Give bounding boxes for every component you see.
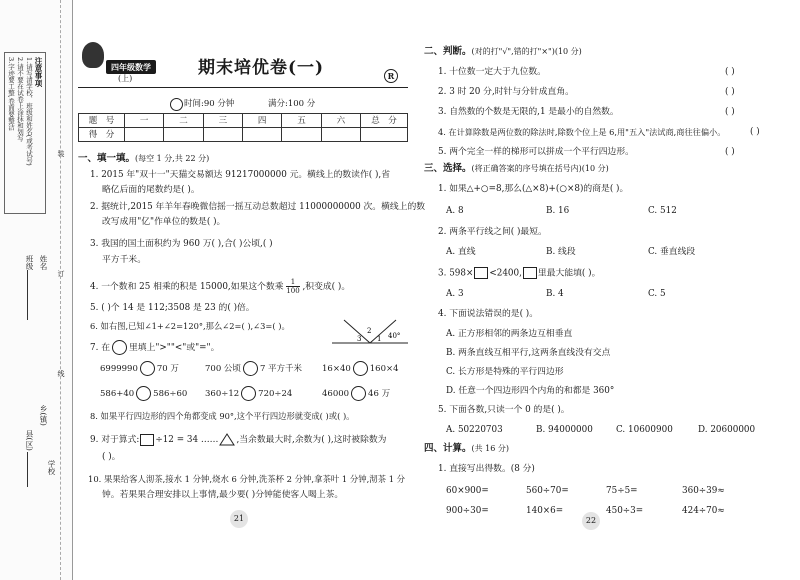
- score-cell-6[interactable]: [321, 128, 360, 142]
- q7-r2-left: [100, 386, 187, 401]
- score-head-5: 五: [282, 114, 321, 128]
- q9-pre: 9. 对于算式:: [90, 435, 140, 445]
- compare-circle-5[interactable]: [241, 386, 256, 401]
- score-head-2: 二: [164, 114, 203, 128]
- q9-post: ,当余数最大时,余数为( ),这时被除数为: [236, 435, 387, 445]
- score-cell-2[interactable]: [164, 128, 203, 142]
- judge-3-answer[interactable]: ( ): [725, 107, 735, 117]
- q9: [90, 433, 386, 446]
- q4-pre: 4. 一个数和 25 相乘的积是 15000,如果这个数乘: [90, 282, 284, 292]
- county-label: 县(区): [25, 430, 34, 451]
- q10-line-b: 钟。若果果合理安排以上事情,最少要( )分钟能使客人喝上茶。: [102, 490, 344, 500]
- page-number-right: 22: [582, 512, 600, 530]
- calc-1-4[interactable]: 360÷39≈: [682, 486, 725, 496]
- score-head-6: 六: [321, 114, 360, 128]
- choice-5: 5. 下面各数,只读一个 0 的是( )。: [438, 405, 570, 415]
- choice-3-post: 里最大能填( )。: [537, 268, 601, 279]
- judge-4-answer[interactable]: ( ): [750, 127, 760, 137]
- choice-4-b[interactable]: B. 两条直线互相平行,这两条直线没有交点: [446, 348, 611, 358]
- notes-label: 注意事项: [34, 57, 43, 87]
- section-2-note: (对的打"√",错的打"×")(10 分): [471, 47, 582, 56]
- q3-line-b: 平方千米。: [102, 255, 146, 265]
- q7-r1-b: 70 万: [156, 364, 179, 374]
- binding-strip: [0, 0, 73, 580]
- q10-line-a: 10. 果果给客人沏茶,接水 1 分钟,烧水 6 分钟,洗茶杯 2 分钟,拿茶叶 1 分钟,沏茶 1 分: [88, 474, 406, 484]
- logo-icon: R: [384, 69, 398, 83]
- left-page: [78, 0, 426, 580]
- choice-4-d[interactable]: D. 任意一个四边形四个内角的和都是 360°: [446, 386, 615, 396]
- school-label: 学校: [47, 460, 56, 475]
- choice-1-c[interactable]: C. 512: [648, 206, 677, 216]
- calc-2-3[interactable]: 450÷3=: [606, 506, 644, 516]
- judge-2-answer[interactable]: ( ): [725, 87, 735, 97]
- full-score: 满分:100 分: [268, 99, 316, 109]
- section-3-title: [424, 163, 609, 175]
- choice-3-pre: 3. 598×: [438, 268, 474, 279]
- q9-mid: ÷12 = 34 ……: [155, 435, 219, 445]
- q1-line-a: 1. 2015 年"双十一"天猫交易额达 91217000000 元。横线上的数读作( ),省: [90, 170, 391, 180]
- choice-2-b[interactable]: B. 线段: [546, 247, 576, 257]
- q6: 6. 如右图,已知∠1+∠2=120°,那么∠2=( ),∠3=( )。: [90, 321, 290, 331]
- calc-1-1[interactable]: 60×900=: [446, 486, 489, 496]
- score-head-1: 一: [125, 114, 164, 128]
- section-1-note: (每空 1 分,共 22 分): [135, 154, 210, 163]
- calc-2-2[interactable]: 140×6=: [526, 506, 564, 516]
- bind-mark-1: 装: [57, 150, 65, 157]
- compare-circle-4[interactable]: [136, 386, 151, 401]
- compare-circle-3[interactable]: [353, 361, 368, 376]
- angle-label-1: 1: [377, 335, 382, 343]
- q4-numerator: 1: [286, 278, 299, 287]
- section-1-label: 一、填一填。: [78, 153, 136, 164]
- choice-3-c[interactable]: C. 5: [648, 289, 666, 299]
- choice-5-a[interactable]: A. 50220703: [446, 425, 503, 435]
- choice-5-d[interactable]: D. 20600000: [698, 425, 756, 435]
- notes-text: 1.请写清学校、班级和姓名(或考试号) 2.请不要在试卷上涂抹和划写 3.字迹要工整,卷面要整洁: [7, 57, 33, 166]
- judge-4: 4. 在计算除数是两位数的除法时,除数个位上是 6,用"五入"法试商,商往往偏小。: [438, 127, 726, 137]
- calc-2-4[interactable]: 424÷70≈: [682, 506, 725, 516]
- mascot-icon: [82, 42, 104, 68]
- q7-r1-c: 700 公顷: [205, 364, 241, 374]
- angle-label-2: 2: [367, 327, 372, 335]
- score-cell-4[interactable]: [242, 128, 281, 142]
- q8: 8. 如果平行四边形的四个角都变成 90°,这个平行四边形就变成( )或( )。: [90, 411, 355, 421]
- q7-post: 里填上">""<"或"="。: [129, 343, 220, 353]
- q7-r2-c: 360÷12: [205, 389, 240, 399]
- grade-badge: 四年级数学: [106, 60, 156, 74]
- square-icon: [523, 267, 537, 279]
- section-2-label: 二、判断。: [424, 46, 472, 57]
- q7-r1-d: 7 平方千米: [259, 364, 303, 374]
- q4-fraction: [286, 278, 299, 295]
- q7-r1-mid: [205, 361, 302, 376]
- town-label: 乡(镇): [39, 405, 48, 426]
- county-line[interactable]: [27, 452, 28, 487]
- q3-line-a: 3. 我国的国土面积约为 960 万( ),合( )公顷,( ): [90, 239, 273, 249]
- q7-r1-left-1: [100, 361, 179, 376]
- q7-r2-mid: [205, 386, 292, 401]
- page-title: 期末培优卷(一): [198, 58, 325, 78]
- compare-circle-2[interactable]: [243, 361, 258, 376]
- score-head-3: 三: [203, 114, 242, 128]
- choice-5-b[interactable]: B. 94000000: [536, 425, 593, 435]
- choice-1: 1. 如果△+○=8,那么(△×8)+(○×8)的商是( )。: [438, 184, 629, 194]
- judge-1: 1. 十位数一定大于九位数。: [438, 67, 546, 77]
- header-rule: [78, 87, 408, 88]
- page-number-left: 21: [230, 510, 248, 528]
- section-4-title: [424, 443, 509, 455]
- grade-sub: (上): [118, 74, 133, 83]
- calc-1-3[interactable]: 75÷5=: [606, 486, 638, 496]
- choice-3: [438, 267, 600, 280]
- bind-mark-3: 线: [57, 370, 65, 377]
- choice-4-a[interactable]: A. 正方形相邻的两条边互相垂直: [446, 329, 573, 339]
- section-4-note: (共 16 分): [471, 444, 510, 453]
- square-blank-c3[interactable]: [474, 267, 488, 279]
- compare-circle-6[interactable]: [351, 386, 366, 401]
- q7-pre: 7. 在: [90, 343, 110, 353]
- choice-4: 4. 下面说法错误的是( )。: [438, 309, 539, 319]
- q2-line-b: 改写成用"亿"作单位的数是( )。: [102, 217, 226, 227]
- choice-3-b[interactable]: B. 4: [546, 289, 564, 299]
- q7-r2-f: 46 万: [368, 389, 391, 399]
- score-head-4: 四: [242, 114, 281, 128]
- choice-3-mid: <2400,: [489, 268, 522, 279]
- angle-40: 40°: [388, 332, 401, 340]
- section-3-note: (将正确答案的序号填在括号内)(10 分): [471, 164, 609, 173]
- q7-r1-right: [322, 361, 399, 376]
- right-page: [420, 0, 795, 580]
- score-cell-total[interactable]: [361, 128, 408, 142]
- choice-2: 2. 两条平行线之间( )最短。: [438, 227, 547, 237]
- time-limit: 时间:90 分钟: [184, 99, 235, 109]
- q7-r1-f: 160×4: [369, 364, 399, 374]
- score-cell-5[interactable]: [282, 128, 321, 142]
- choice-1-b[interactable]: B. 16: [546, 206, 570, 216]
- q2-line-a: 2. 据统计,2015 年羊年春晚微信摇一摇互动总数超过 11000000000 次。横线上的数: [90, 202, 426, 212]
- q1-line-b: 略亿后面的尾数约是( )。: [102, 185, 200, 195]
- cut-line: [60, 0, 61, 580]
- q7-r2-b: 586÷60: [153, 389, 188, 399]
- judge-2: 2. 3 时 20 分,时针与分针成直角。: [438, 87, 574, 97]
- choice-1-a[interactable]: A. 8: [446, 206, 464, 216]
- q4: [90, 278, 350, 295]
- triangle-icon[interactable]: [219, 433, 235, 446]
- judge-1-answer[interactable]: ( ): [725, 67, 735, 77]
- score-header-row: [79, 114, 408, 128]
- q7-r2-e: 46000: [322, 389, 350, 399]
- circle-icon: [112, 340, 127, 355]
- calc-2-1[interactable]: 900÷30=: [446, 506, 489, 516]
- name-label: 姓名: [39, 255, 48, 270]
- q7-r2-a: 586+40: [100, 389, 135, 399]
- class-label: 班级: [25, 255, 34, 270]
- compare-circle-1[interactable]: [140, 361, 155, 376]
- score-label: 得 分: [79, 128, 125, 142]
- score-table: [78, 113, 408, 142]
- choice-2-c[interactable]: C. 垂直线段: [648, 247, 696, 257]
- class-line[interactable]: [27, 270, 28, 320]
- q9-line-b: ( )。: [102, 452, 121, 462]
- q7-r1-e: 16×40: [322, 364, 351, 374]
- calc-1-2[interactable]: 560÷70=: [526, 486, 569, 496]
- section-1-title: [78, 153, 209, 165]
- judge-3: 3. 自然数的个数是无限的,1 是最小的自然数。: [438, 107, 619, 117]
- calc-title: 1. 直接写出得数。(8 分): [438, 464, 535, 474]
- judge-5: 5. 两个完全一样的梯形可以拼成一个平行四边形。: [438, 147, 634, 157]
- score-head-0: 题 号: [79, 114, 125, 128]
- notes-box: [4, 52, 46, 214]
- q5: 5. ( )个 14 是 112;3508 是 23 的( )倍。: [90, 303, 255, 313]
- choice-3-a[interactable]: A. 3: [446, 289, 464, 299]
- q7-r1-a: 6999990: [100, 364, 138, 374]
- section-3-label: 三、选择。: [424, 163, 472, 174]
- choice-2-a[interactable]: A. 直线: [446, 247, 476, 257]
- clock-icon: [170, 98, 183, 111]
- q7-r2-d: 720÷24: [258, 389, 293, 399]
- q4-post: ,积变成( )。: [302, 282, 351, 292]
- q7-r2-right: [322, 386, 390, 401]
- judge-5-answer[interactable]: ( ): [725, 147, 735, 157]
- angle-figure: [330, 316, 410, 346]
- square-blank[interactable]: [140, 434, 154, 446]
- section-4-label: 四、计算。: [424, 443, 472, 454]
- score-cell-3[interactable]: [203, 128, 242, 142]
- q7: [90, 340, 219, 355]
- score-head-7: 总 分: [361, 114, 408, 128]
- q4-denominator: 100: [286, 287, 300, 295]
- angle-label-3: 3: [357, 335, 362, 343]
- section-2-title: [424, 46, 582, 58]
- score-cell-1[interactable]: [125, 128, 164, 142]
- choice-4-c[interactable]: C. 长方形是特殊的平行四边形: [446, 367, 564, 377]
- bind-mark-2: 订: [57, 270, 65, 277]
- choice-5-c[interactable]: C. 10600900: [616, 425, 673, 435]
- score-value-row: [79, 128, 408, 142]
